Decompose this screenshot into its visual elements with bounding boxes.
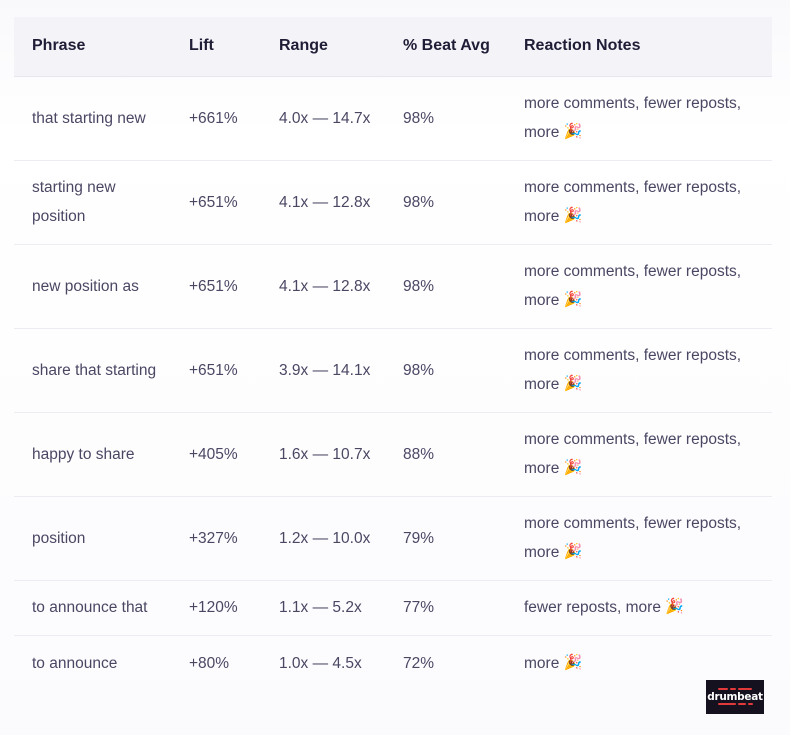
notes-text: more comments, fewer reposts, more (524, 347, 742, 393)
party-popper-icon: 🎉 (563, 459, 583, 476)
notes-text: fewer reposts, more (524, 599, 661, 616)
cell-phrase: happy to share (32, 445, 135, 463)
header-beat-avg[interactable]: % Beat Avg (403, 37, 490, 55)
notes-text: more comments, fewer reposts, more (524, 95, 742, 141)
cell-reaction-notes (506, 328, 772, 412)
cell-reaction-notes (506, 580, 772, 635)
table-row (14, 496, 772, 580)
drumbeat-logo[interactable] (706, 680, 764, 714)
party-popper-icon: 🎉 (563, 207, 583, 224)
cell-phrase: starting new position (32, 179, 116, 225)
cell-beat-avg: 72% (403, 654, 435, 672)
notes-text: more comments, fewer reposts, more (524, 179, 742, 225)
cell-reaction-notes (506, 244, 772, 328)
header-range[interactable]: Range (279, 37, 328, 55)
table-row (14, 244, 772, 328)
header-lift[interactable]: Lift (189, 37, 214, 55)
cell-reaction-notes (506, 160, 772, 244)
cell-range: 1.1x — 5.2x (279, 599, 362, 616)
table-header-row (14, 17, 772, 76)
cell-reaction-notes (506, 412, 772, 496)
cell-lift: +327% (189, 529, 238, 547)
cell-beat-avg: 98% (403, 277, 435, 295)
cell-lift: +661% (189, 109, 238, 127)
table-row (14, 328, 772, 412)
cell-beat-avg: 98% (403, 109, 435, 127)
cell-range: 4.1x — 12.8x (279, 277, 371, 295)
cell-lift: +405% (189, 445, 238, 463)
cell-beat-avg: 88% (403, 445, 435, 463)
notes-text: more comments, fewer reposts, more (524, 263, 742, 309)
cell-range: 1.0x — 4.5x (279, 654, 362, 672)
cell-lift: +651% (189, 361, 238, 379)
cell-beat-avg: 98% (403, 361, 435, 379)
cell-phrase: that starting new (32, 109, 146, 127)
phrase-table-container (14, 17, 772, 690)
cell-phrase: new position as (32, 277, 139, 295)
header-phrase[interactable]: Phrase (32, 37, 86, 55)
header-reaction-notes[interactable]: Reaction Notes (524, 37, 641, 55)
party-popper-icon: 🎉 (563, 123, 583, 140)
cell-lift: +651% (189, 277, 238, 295)
logo-bars-bottom (718, 703, 753, 706)
cell-phrase: position (32, 529, 86, 547)
cell-phrase: to announce (32, 654, 118, 672)
cell-beat-avg: 77% (403, 599, 435, 616)
table-row (14, 412, 772, 496)
cell-beat-avg: 79% (403, 529, 435, 547)
party-popper-icon: 🎉 (563, 375, 583, 392)
cell-range: 4.0x — 14.7x (279, 109, 371, 127)
cell-phrase: share that starting (32, 361, 157, 379)
table-row (14, 635, 772, 690)
cell-range: 4.1x — 12.8x (279, 193, 371, 211)
table-row (14, 160, 772, 244)
cell-lift: +651% (189, 193, 238, 211)
cell-beat-avg: 98% (403, 193, 435, 211)
cell-reaction-notes (506, 496, 772, 580)
cell-range: 1.6x — 10.7x (279, 445, 371, 463)
party-popper-icon: 🎉 (563, 291, 583, 308)
cell-range: 3.9x — 14.1x (279, 361, 371, 379)
party-popper-icon: 🎉 (563, 543, 583, 560)
table-row (14, 76, 772, 160)
party-popper-icon: 🎉 (665, 598, 684, 615)
cell-phrase: to announce that (32, 599, 148, 616)
phrase-table (14, 17, 772, 690)
notes-text: more comments, fewer reposts, more (524, 515, 742, 561)
logo-text: drumbeat (707, 691, 763, 703)
notes-text: more comments, fewer reposts, more (524, 431, 742, 477)
cell-reaction-notes (506, 76, 772, 160)
party-popper-icon: 🎉 (563, 653, 583, 671)
notes-text: more (524, 654, 560, 672)
cell-lift: +120% (189, 599, 238, 616)
table-row (14, 580, 772, 635)
cell-range: 1.2x — 10.0x (279, 529, 371, 547)
cell-lift: +80% (189, 654, 230, 672)
